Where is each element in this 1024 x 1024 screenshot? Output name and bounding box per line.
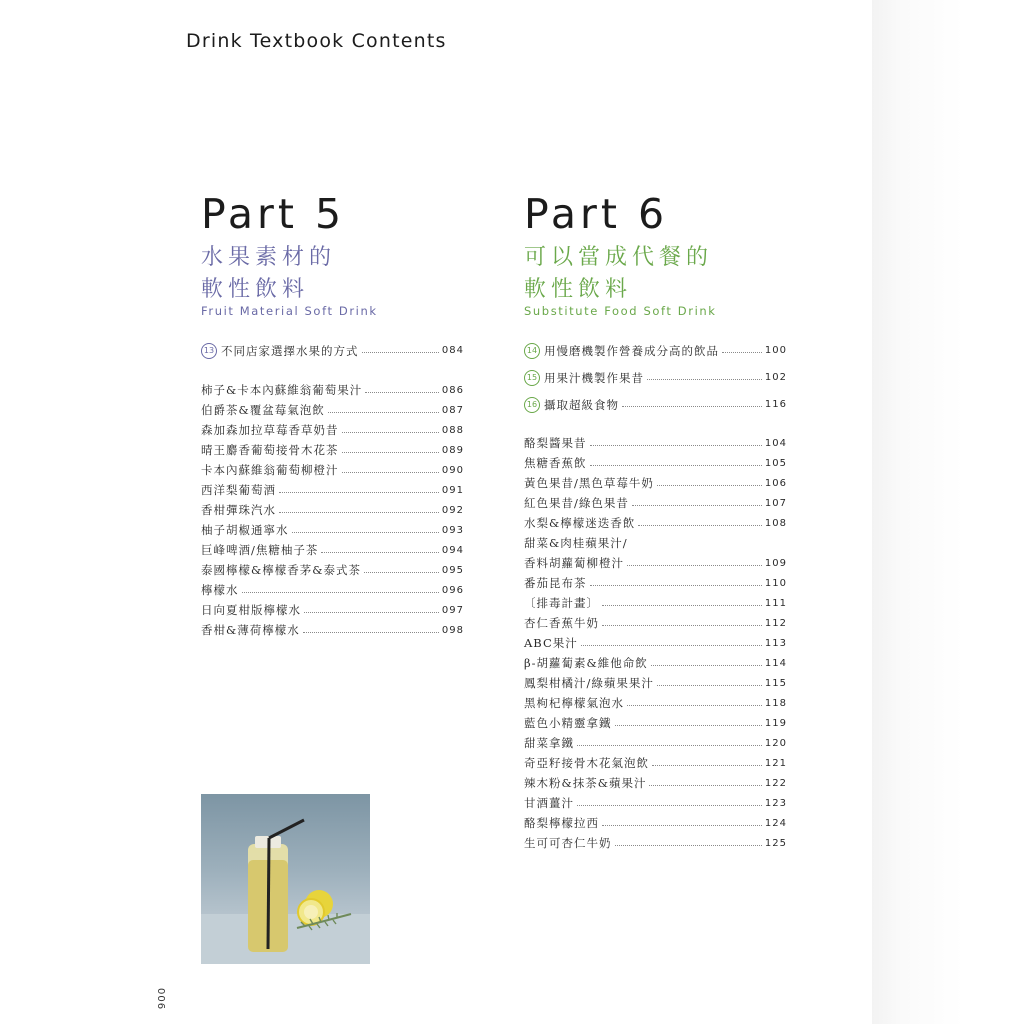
toc-row (201, 400, 464, 420)
dot-leader (279, 492, 439, 493)
dot-leader (632, 505, 762, 506)
dot-leader (321, 552, 439, 553)
toc-section-row (201, 337, 464, 364)
toc-page-number: 104 (764, 437, 787, 449)
toc-entry-label: 卡本內蘇維翁葡萄柳橙汁 (201, 463, 339, 477)
toc-entry-label: 香柑彈珠汽水 (201, 503, 276, 517)
toc-entry-label: 酪梨醬果昔 (524, 436, 587, 450)
toc-entry-label: β-胡蘿蔔素&維他命飲 (524, 656, 648, 670)
toc-entry-label: 奇亞籽接骨木花氣泡飲 (524, 756, 649, 770)
lemon-slice-center (304, 905, 318, 919)
toc-row (201, 460, 464, 480)
section-number-badge: 14 (524, 343, 540, 359)
part5-item-list (201, 380, 464, 640)
toc-page-number: 086 (441, 384, 464, 396)
dot-leader (627, 705, 762, 706)
dot-leader (590, 445, 762, 446)
toc-row (524, 773, 787, 793)
toc-row (524, 513, 787, 533)
toc-entry-label: 晴王麝香葡萄接骨木花茶 (201, 443, 339, 457)
toc-row (524, 693, 787, 713)
dot-leader (722, 352, 762, 353)
toc-entry-label: 泰國檸檬&檸檬香茅&泰式茶 (201, 563, 361, 577)
dot-leader (652, 765, 762, 766)
straw-tip (269, 820, 304, 838)
toc-entry-label: 黑枸杞檸檬氣泡水 (524, 696, 624, 710)
dot-leader (577, 745, 762, 746)
dot-leader (303, 632, 439, 633)
toc-entry-label: 酪梨檸檬拉西 (524, 816, 599, 830)
toc-row (524, 633, 787, 653)
dot-leader (364, 572, 439, 573)
toc-row (201, 540, 464, 560)
part5-title-line2: 軟性飲料 (201, 277, 310, 302)
toc-page-number: 113 (764, 637, 787, 649)
part6-subtitle: Substitute Food Soft Drink (524, 304, 717, 318)
part5-title-line1: 水果素材的 (201, 245, 337, 270)
toc-entry-label: 用慢磨機製作營養成分高的飲品 (544, 343, 719, 358)
toc-entry-label: 水梨&檸檬迷迭香飲 (524, 516, 636, 530)
toc-row (524, 733, 787, 753)
toc-entry-label: 用果汁機製作果昔 (544, 370, 644, 385)
toc-page-number: 096 (441, 584, 464, 596)
part6-number: Part 6 (524, 190, 669, 238)
toc-page-number: 115 (764, 677, 787, 689)
toc-row (524, 473, 787, 493)
dot-leader (627, 565, 762, 566)
toc-page-number: 095 (441, 564, 464, 576)
toc-entry-label: ABC果汁 (524, 636, 578, 650)
toc-entry-label: 焦糖香蕉飲 (524, 456, 587, 470)
toc-entry-label: 〔排毒計畫〕 (524, 596, 599, 610)
toc-row (524, 453, 787, 473)
dot-leader (577, 805, 762, 806)
toc-page-number: 102 (764, 372, 787, 383)
dot-leader (342, 452, 439, 453)
toc-entry-label: 甘酒薑汁 (524, 796, 574, 810)
dot-leader (615, 845, 762, 846)
toc-entry-label: 紅色果昔/綠色果昔 (524, 496, 629, 510)
toc-row (201, 480, 464, 500)
toc-row (524, 433, 787, 453)
section-number-badge: 16 (524, 397, 540, 413)
toc-entry-label: 鳳梨柑橘汁/綠蘋果果汁 (524, 676, 654, 690)
part5-title (201, 242, 336, 306)
toc-entry-label: 生可可杏仁牛奶 (524, 836, 612, 850)
toc-page-number: 114 (764, 657, 787, 669)
dot-leader (292, 532, 439, 533)
toc-row (201, 380, 464, 400)
toc-page-number: 092 (441, 504, 464, 516)
part6-title-line1: 可以當成代餐的 (524, 245, 714, 270)
dot-leader (342, 432, 439, 433)
toc-page-number: 122 (764, 777, 787, 789)
dot-leader (657, 685, 762, 686)
toc-entry-label: 番茄昆布茶 (524, 576, 587, 590)
toc-entry-label: 柚子胡椒通寧水 (201, 523, 289, 537)
toc-entry-label: 伯爵茶&覆盆莓氣泡飲 (201, 403, 325, 417)
toc-page-number: 107 (764, 497, 787, 509)
part5-section-list (201, 337, 464, 364)
toc-row (524, 713, 787, 733)
dot-leader (328, 412, 439, 413)
toc-page-number: 105 (764, 457, 787, 469)
page-edge-shadow (872, 0, 1024, 1024)
toc-row (201, 520, 464, 540)
toc-section-row (524, 337, 787, 364)
toc-page-number: 124 (764, 817, 787, 829)
straw-body (268, 838, 269, 949)
drink-photo-illustration (201, 794, 370, 964)
toc-page-number: 106 (764, 477, 787, 489)
toc-section-row (524, 391, 787, 418)
dot-leader (590, 465, 762, 466)
toc-row (524, 493, 787, 513)
dot-leader (657, 485, 762, 486)
part6-section-list (524, 337, 787, 418)
toc-row (524, 753, 787, 773)
toc-entry-label: 森加森加拉草莓香草奶昔 (201, 423, 339, 437)
dot-leader (602, 605, 762, 606)
dot-leader (615, 725, 762, 726)
toc-entry-label: 黃色果昔/黑色草莓牛奶 (524, 476, 654, 490)
section-number-badge: 15 (524, 370, 540, 386)
toc-row (201, 580, 464, 600)
dot-leader (647, 379, 762, 380)
dot-leader (279, 512, 439, 513)
part6-title-line2: 軟性飲料 (524, 277, 633, 302)
toc-page-number: 111 (764, 597, 787, 609)
toc-page-number: 097 (441, 604, 464, 616)
dot-leader (304, 612, 439, 613)
part6-item-list (524, 433, 787, 853)
toc-page-number: 084 (441, 345, 464, 356)
drink-photo (201, 794, 370, 964)
toc-entry-label: 藍色小精靈拿鐵 (524, 716, 612, 730)
dot-leader (602, 825, 762, 826)
toc-page-number: 109 (764, 557, 787, 569)
toc-page-number: 087 (441, 404, 464, 416)
toc-page-number: 125 (764, 837, 787, 849)
toc-entry-label: 杏仁香蕉牛奶 (524, 616, 599, 630)
toc-page-number: 119 (764, 717, 787, 729)
toc-entry-label: 日向夏柑版檸檬水 (201, 603, 301, 617)
toc-entry-label: 香料胡蘿蔔柳橙汁 (524, 556, 624, 570)
dot-leader (649, 785, 761, 786)
toc-row (201, 420, 464, 440)
toc-entry-label: 甜菜&肉桂蘋果汁/ (524, 536, 628, 550)
page-number: 006 (155, 988, 166, 1011)
toc-page-number: 123 (764, 797, 787, 809)
toc-row (524, 793, 787, 813)
toc-page-number: 110 (764, 577, 787, 589)
toc-page-number: 094 (441, 544, 464, 556)
toc-row (524, 653, 787, 673)
toc-row (524, 533, 787, 553)
toc-page-number: 088 (441, 424, 464, 436)
toc-row (201, 620, 464, 640)
dot-leader (651, 665, 762, 666)
toc-page-number: 093 (441, 524, 464, 536)
toc-page-number: 121 (764, 757, 787, 769)
toc-page-number: 100 (764, 345, 787, 356)
dot-leader (590, 585, 762, 586)
dot-leader (581, 645, 762, 646)
toc-entry-label: 辣木粉&抹茶&蘋果汁 (524, 776, 647, 790)
toc-page-number: 120 (764, 737, 787, 749)
toc-row (524, 573, 787, 593)
part5-number: Part 5 (201, 190, 346, 238)
toc-section-row (524, 364, 787, 391)
dot-leader (365, 392, 439, 393)
toc-entry-label: 柿子&卡本內蘇維翁葡萄果汁 (201, 383, 363, 397)
section-number-badge: 13 (201, 343, 217, 359)
toc-entry-label: 不同店家選擇水果的方式 (221, 343, 359, 358)
toc-entry-label: 甜菜拿鐵 (524, 736, 574, 750)
dot-leader (342, 472, 439, 473)
toc-entry-label: 巨峰啤酒/焦糖柚子茶 (201, 543, 319, 557)
toc-row (524, 613, 787, 633)
toc-row (524, 833, 787, 853)
toc-page-number: 098 (441, 624, 464, 636)
toc-entry-label: 檸檬水 (201, 583, 239, 597)
toc-page-number: 090 (441, 464, 464, 476)
toc-row (201, 440, 464, 460)
toc-page-number: 112 (764, 617, 787, 629)
dot-leader (622, 406, 762, 407)
toc-row (524, 673, 787, 693)
toc-page-number: 089 (441, 444, 464, 456)
toc-row (201, 600, 464, 620)
toc-row (524, 593, 787, 613)
toc-row (524, 553, 787, 573)
toc-entry-label: 攝取超級食物 (544, 397, 619, 412)
toc-row (201, 560, 464, 580)
toc-page-number: 108 (764, 517, 787, 529)
toc-page-number: 118 (764, 697, 787, 709)
part6-title (524, 242, 713, 306)
toc-row (524, 813, 787, 833)
toc-row (201, 500, 464, 520)
toc-page-number: 091 (441, 484, 464, 496)
dot-leader (242, 592, 439, 593)
dot-leader (602, 625, 762, 626)
toc-entry-label: 西洋梨葡萄酒 (201, 483, 276, 497)
toc-entry-label: 香柑&薄荷檸檬水 (201, 623, 300, 637)
part5-subtitle: Fruit Material Soft Drink (201, 304, 378, 318)
dot-leader (638, 525, 762, 526)
toc-page-number: 116 (764, 399, 787, 410)
dot-leader (362, 352, 439, 353)
page-header-title: Drink Textbook Contents (186, 30, 447, 52)
